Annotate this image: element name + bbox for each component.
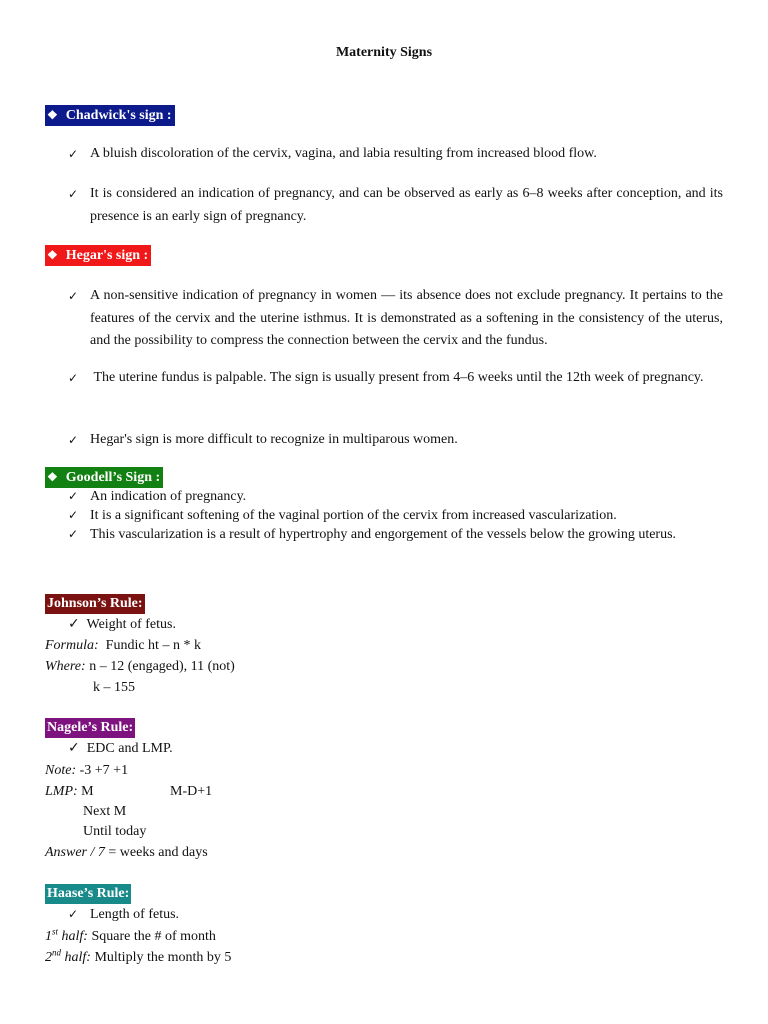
diamond-bullet-icon: ❖ [47,470,58,484]
checkmark-icon: ✓ [68,289,79,303]
goodell-heading [45,467,163,488]
hegar-heading [45,245,151,266]
nagele-answer: Answer / 7 = weeks and days [45,845,208,860]
list-item: ✓ This vascularization is a result of hypertrophy and engorgement of the vessels below the growing uterus. [68,527,677,542]
list-item: ✓ A non-sensitive indication of pregnancy in women — its absence does not exclude pregnancy. It pertains to the features of the cervix and the uterine isthmus. It is demonstrated as a softening in the consistency of the uterus, and the possibility to compress the connection between the cervix and the fundus. [68,285,723,353]
list-item: ✓ An indication of pregnancy. [68,489,247,504]
haase-second-half: 2nd half: Multiply the month by 5 [45,947,232,965]
list-item: ✓ Weight of fetus. [68,616,176,632]
nagele-next: Next M [83,804,127,819]
checkmark-icon: ✓ [68,616,80,632]
list-item: ✓ It is a significant softening of the vaginal portion of the cervix from increased vascularization. [68,508,617,523]
checkmark-icon: ✓ [68,433,79,447]
chadwick-heading [45,105,175,126]
list-item: ✓ The uterine fundus is palpable. The sign is usually present from 4–6 weeks until the 12th week of pregnancy. [68,367,723,413]
haase-heading: Haase’s Rule: [45,884,131,904]
diamond-bullet-icon: ❖ [47,108,58,122]
nagele-note: Note: -3 +7 +1 [45,763,129,778]
hegar-heading-text: Hegar's sign : [65,248,149,263]
johnson-heading: Johnson’s Rule: [45,594,145,614]
checkmark-icon: ✓ [68,371,79,385]
list-item: ✓ It is considered an indication of pregnancy, and can be observed as early as 6–8 weeks after conception, and its presence is an early sign of pregnancy. [68,183,723,229]
nagele-lmp-formula: M-D+1 [170,784,213,799]
page-title: Maternity Signs [335,45,433,60]
nagele-heading: Nagele’s Rule: [45,718,135,738]
johnson-k: k – 155 [93,680,135,695]
goodell-heading-text: Goodell’s Sign : [65,470,161,485]
nagele-lmp: LMP: M [45,784,94,799]
haase-first-half: 1st half: Square the # of month [45,926,216,944]
checkmark-icon: ✓ [68,907,79,921]
list-item: ✓ Length of fetus. [68,907,180,922]
list-item: ✓ EDC and LMP. [68,740,173,756]
checkmark-icon: ✓ [68,489,79,503]
checkmark-icon: ✓ [68,740,80,756]
johnson-formula: Formula: Fundic ht – n * k [45,638,201,653]
nagele-until: Until today [83,824,147,839]
chadwick-heading-text: Chadwick's sign : [65,108,172,123]
checkmark-icon: ✓ [68,147,79,161]
list-item: ✓ Hegar's sign is more difficult to recognize in multiparous women. [68,429,723,451]
checkmark-icon: ✓ [68,187,79,201]
checkmark-icon: ✓ [68,527,79,541]
diamond-bullet-icon: ❖ [47,248,58,262]
johnson-where: Where: n – 12 (engaged), 11 (not) [45,659,235,674]
list-item: ✓ A bluish discoloration of the cervix, vagina, and labia resulting from increased blood flow. [68,143,723,165]
checkmark-icon: ✓ [68,508,79,522]
